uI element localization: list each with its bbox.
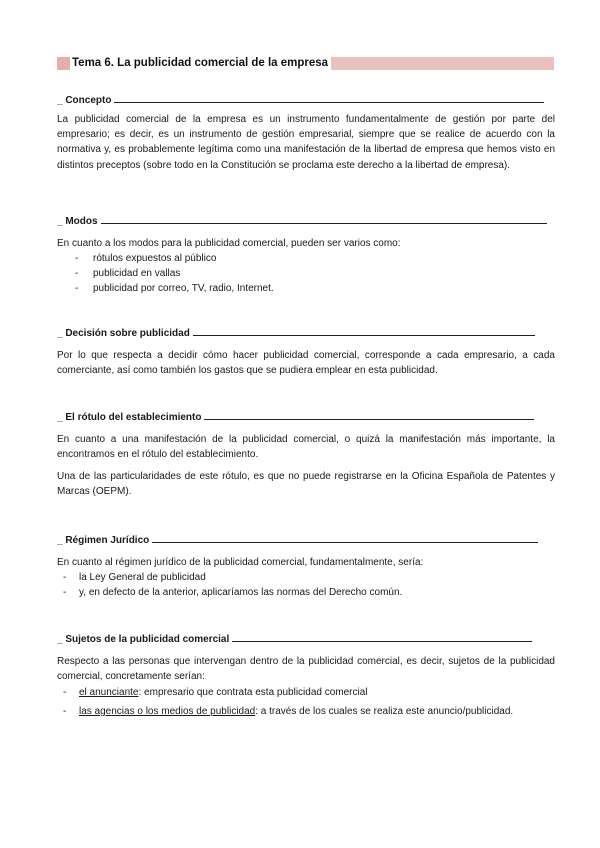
term-anunciante: el anunciante	[79, 687, 139, 698]
list-item: - publicidad por correo, TV, radio, Internet.	[75, 283, 274, 294]
regimen-intro: En cuanto al régimen jurídico de la publicidad comercial, fundamentalmente, sería:	[57, 557, 424, 568]
rotulo-text-1: En cuanto a una manifestación de la publicidad comercial, o quizá la manifestación más importante, la encontramos en el rótulo del establecimiento.	[57, 434, 555, 461]
section-heading-decision: _ Decisión sobre publicidad	[57, 327, 554, 340]
section-heading-sujetos: _ Sujetos de la publicidad comercial	[57, 633, 554, 646]
regimen-list	[57, 570, 555, 600]
document-title: Tema 6. La publicidad comercial de la empresa	[70, 56, 331, 71]
section-heading-rotulo: _ El rótulo del establecimiento	[57, 411, 554, 424]
modos-list	[57, 251, 555, 296]
term-agencias: las agencias o los medios de publicidad	[79, 706, 256, 717]
modos-intro: En cuanto a los modos para la publicidad comercial, pueden ser varios como:	[57, 238, 401, 249]
rotulo-text-2: Una de las particularidades de este rótulo, es que no puede registrarse en la Oficina Española de Patentes y Marcas (OEPM).	[57, 471, 555, 498]
section-heading-modos: _ Modos	[57, 215, 554, 228]
sujetos-intro: Respecto a las personas que intervengan dentro de la publicidad comercial, es decir, sujetos de la publicidad comercial, concretamente serían:	[57, 656, 555, 683]
section-heading-concepto: _ Concepto	[57, 94, 554, 107]
list-item: - y, en defecto de la anterior, aplicaríamos las normas del Derecho común.	[63, 587, 403, 598]
sujetos-list	[57, 685, 555, 719]
list-item: - el anunciante: empresario que contrata esta publicidad comercial	[63, 687, 368, 698]
section-heading-regimen: _ Régimen Jurídico	[57, 534, 554, 547]
decision-text: Por lo que respecta a decidir cómo hacer publicidad comercial, corresponde a cada empresario, a cada comerciante, así como también los gastos que se pudiera emplear en esta publicidad.	[57, 350, 555, 377]
list-item: - las agencias o los medios de publicidad: a través de los cuales se realiza este anuncio/publicidad.	[63, 706, 514, 717]
list-item: - rótulos expuestos al público	[75, 253, 217, 264]
concepto-text: La publicidad comercial de la empresa es un instrumento fundamentalmente de gestión por parte del empresario; es decir, es un instrumento de gestión empresarial, siempre que se realice de acuerdo con la normativa y, es probablemente legítima como una manifestación de la libertad de empresa que hemos visto en distintos preceptos (sobre todo en la Constitución se proclama este derecho a la libertad de empresa).	[57, 114, 555, 171]
list-item: - la Ley General de publicidad	[63, 572, 206, 583]
list-item: - publicidad en vallas	[75, 268, 181, 279]
